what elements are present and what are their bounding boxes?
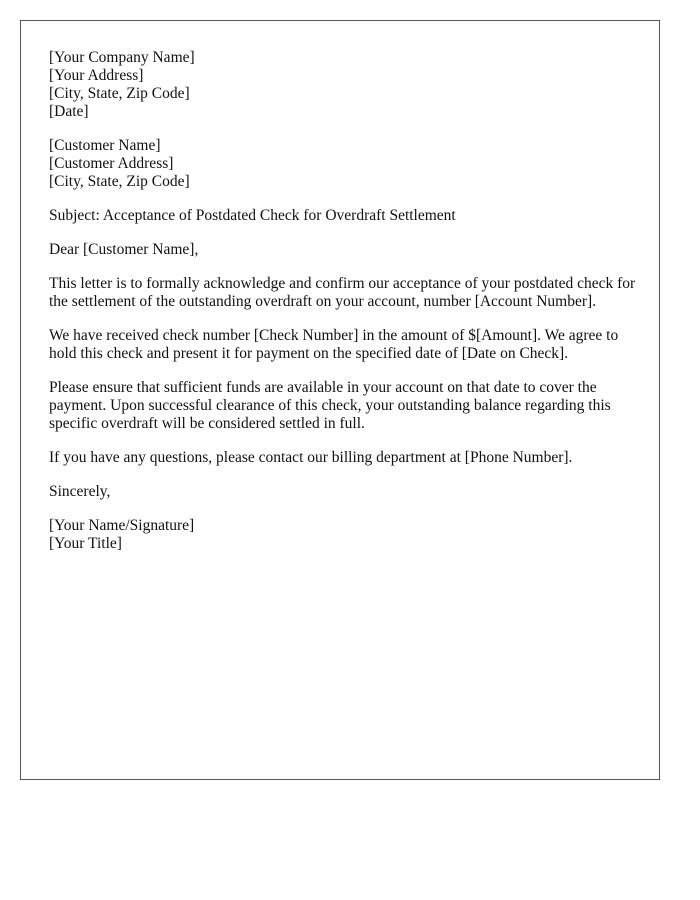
sender-address: [Your Address] <box>49 67 144 84</box>
subject-line: Subject: Acceptance of Postdated Check for Overdraft Settlement <box>49 207 456 224</box>
signature-block <box>49 517 641 553</box>
letter-content <box>49 49 641 569</box>
salutation: Dear [Customer Name], <box>49 241 199 258</box>
recipient-address: [Customer Address] <box>49 155 174 172</box>
body-paragraph-3: Please ensure that sufficient funds are available in your account on that date to cover the payment. Upon successful clearance of this check, your outstanding balance regarding this specific overdraft will be considered settled in full. <box>49 379 611 432</box>
sender-company: [Your Company Name] <box>49 49 195 66</box>
letter-page <box>20 20 660 780</box>
signature-name: [Your Name/Signature] <box>49 517 195 534</box>
closing: Sincerely, <box>49 483 111 500</box>
body-paragraph-2: We have received check number [Check Number] in the amount of $[Amount]. We agree to hold this check and present it for payment on the specified date of [Date on Check]. <box>49 327 619 362</box>
sender-city-state-zip: [City, State, Zip Code] <box>49 85 190 102</box>
recipient-city-state-zip: [City, State, Zip Code] <box>49 173 190 190</box>
sender-block <box>49 49 641 121</box>
signature-title: [Your Title] <box>49 535 122 552</box>
body-paragraph-1: This letter is to formally acknowledge and confirm our acceptance of your postdated check for the settlement of the outstanding overdraft on your account, number [Account Number]. <box>49 275 636 310</box>
letter-date: [Date] <box>49 103 89 120</box>
body-paragraph-4: If you have any questions, please contact our billing department at [Phone Number]. <box>49 449 573 466</box>
recipient-name: [Customer Name] <box>49 137 161 154</box>
recipient-block <box>49 137 641 191</box>
